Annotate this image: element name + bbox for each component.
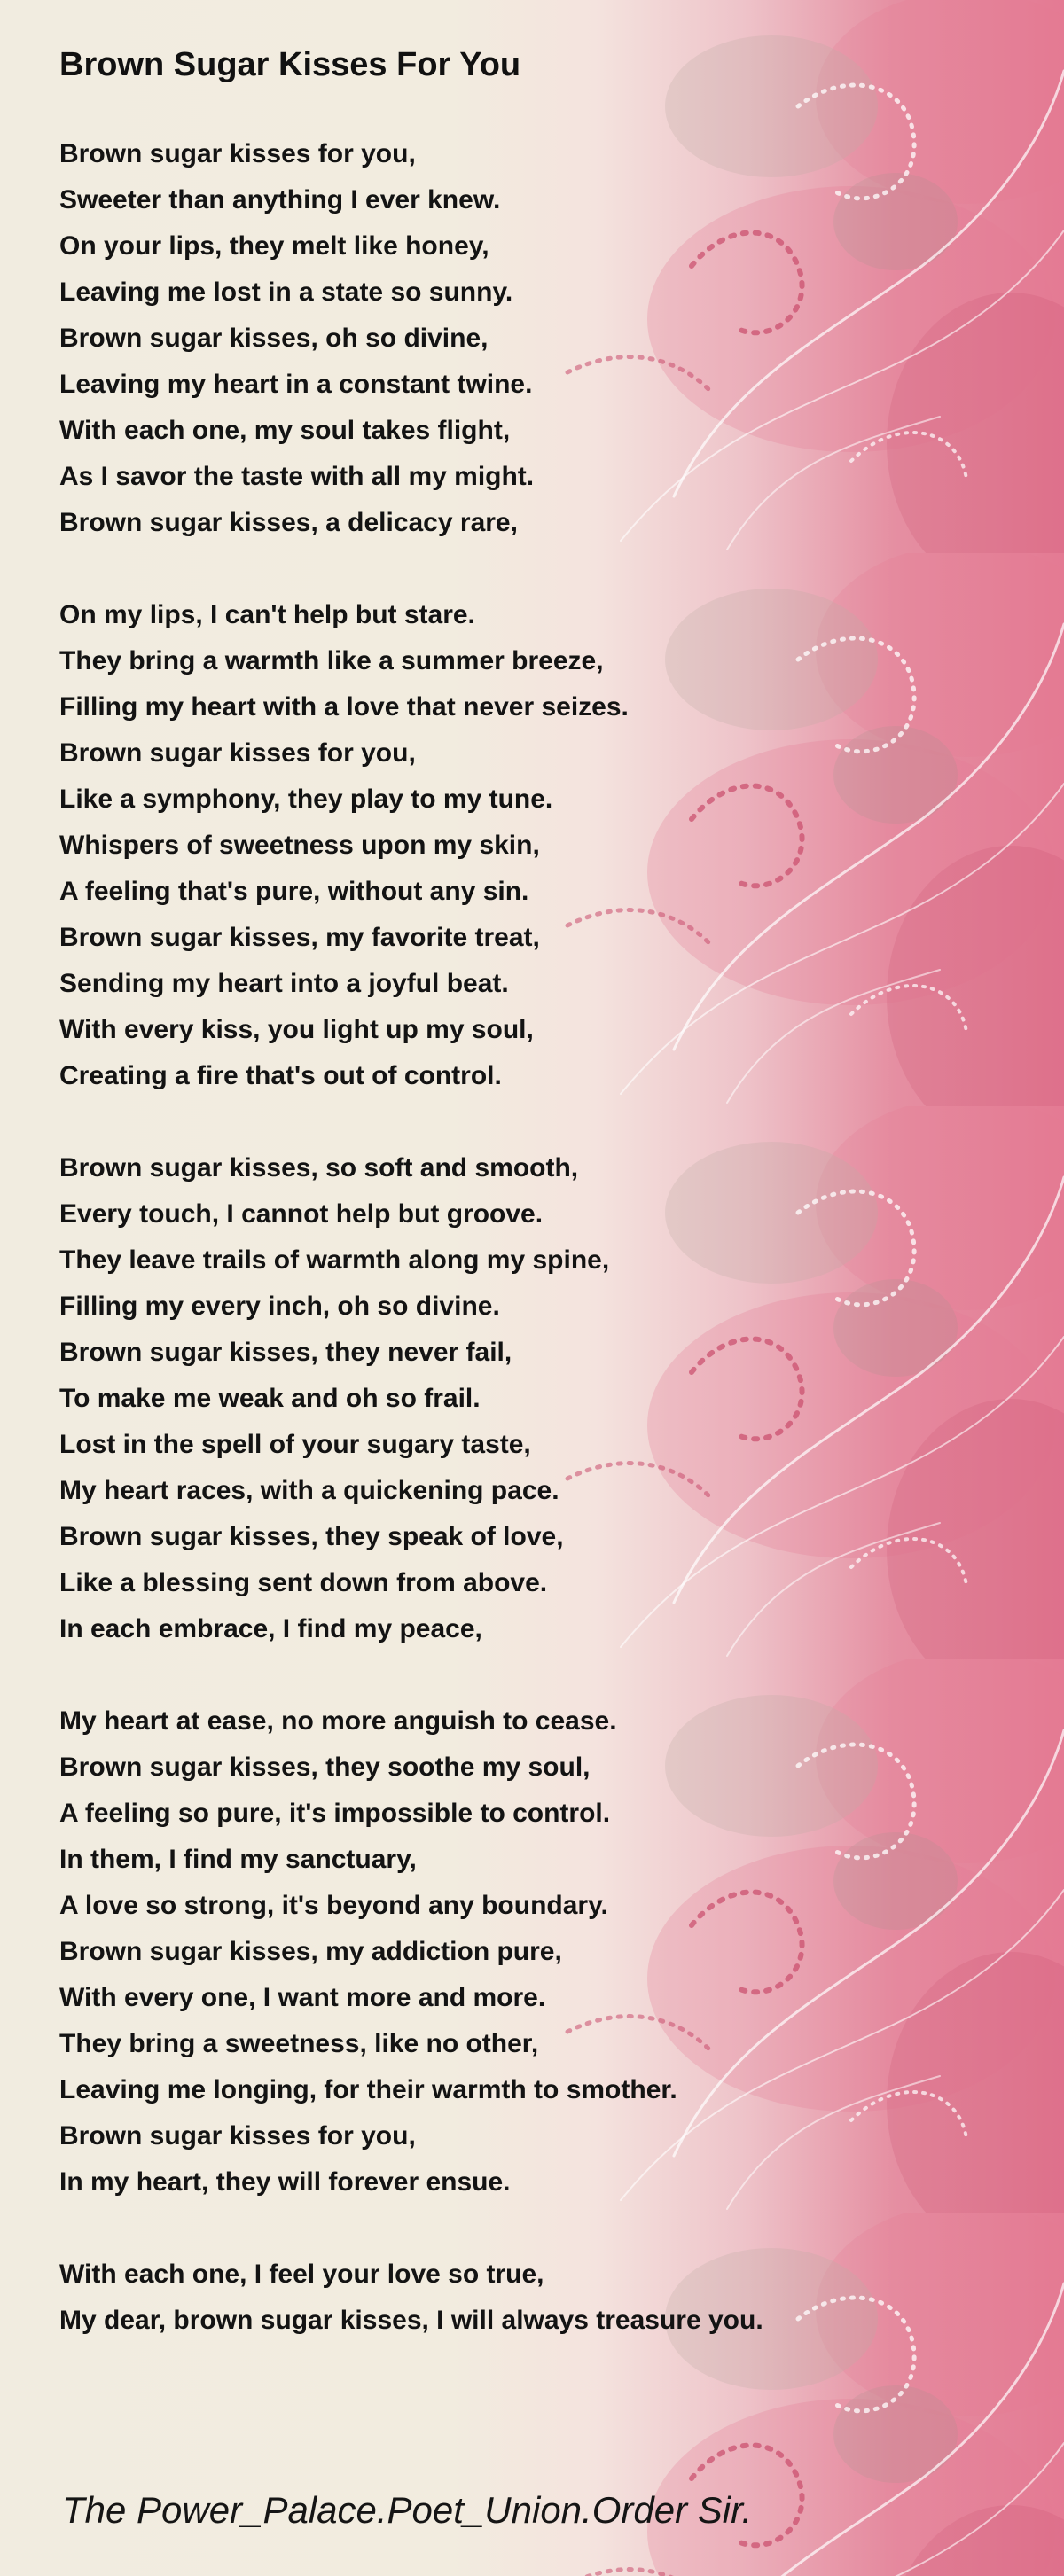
stanza-1 — [59, 131, 1017, 546]
poem-line: In each embrace, I find my peace, — [59, 1614, 482, 1643]
poem-line: Creating a fire that's out of control. — [59, 1061, 502, 1090]
poem-author: The Power_Palace.Poet_Union.Order Sir. — [62, 2489, 753, 2531]
stanza-2 — [59, 592, 1017, 1099]
poem-line: They leave trails of warmth along my spine, — [59, 1245, 610, 1275]
poem-line: Sweeter than anything I ever knew. — [59, 185, 501, 215]
poem-line: Brown sugar kisses, so soft and smooth, — [59, 1153, 579, 1183]
poem-line: On my lips, I can't help but stare. — [59, 600, 475, 629]
poem-line: Lost in the spell of your sugary taste, — [59, 1430, 531, 1459]
poem-line: A feeling that's pure, without any sin. — [59, 877, 529, 906]
poem-line: With each one, I feel your love so true, — [59, 2260, 544, 2289]
poem-line: Brown sugar kisses, my addiction pure, — [59, 1937, 562, 1966]
poem-line: Brown sugar kisses, they soothe my soul, — [59, 1752, 591, 1782]
poem-line: With every one, I want more and more. — [59, 1983, 546, 2012]
poem-line: Brown sugar kisses for you, — [59, 2121, 416, 2151]
poem-line: On your lips, they melt like honey, — [59, 231, 489, 261]
poem-line: With each one, my soul takes flight, — [59, 416, 511, 445]
poem-line: In them, I find my sanctuary, — [59, 1845, 417, 1874]
stanza-3 — [59, 1145, 1017, 1652]
poem-line: With every kiss, you light up my soul, — [59, 1015, 534, 1044]
poem-line: Brown sugar kisses, oh so divine, — [59, 324, 489, 353]
poem-line: Whispers of sweetness upon my skin, — [59, 831, 540, 860]
poem-title: Brown Sugar Kisses For You — [59, 46, 521, 83]
poem-line: Brown sugar kisses, a delicacy rare, — [59, 508, 518, 537]
poem-line: They bring a warmth like a summer breeze, — [59, 646, 604, 675]
poem-line: Every touch, I cannot help but groove. — [59, 1199, 544, 1229]
poem-line: Leaving me lost in a state so sunny. — [59, 277, 513, 307]
poem-line: Like a blessing sent down from above. — [59, 1568, 548, 1597]
stanza-5 — [59, 2252, 1017, 2344]
poem-line: To make me weak and oh so frail. — [59, 1384, 481, 1413]
poem-line: A love so strong, it's beyond any boundary. — [59, 1891, 608, 1920]
poem-line: As I savor the taste with all my might. — [59, 462, 535, 491]
poem-line: Brown sugar kisses, they speak of love, — [59, 1522, 564, 1551]
poem-line: They bring a sweetness, like no other, — [59, 2029, 539, 2058]
poem-line: Filling my heart with a love that never seizes. — [59, 692, 629, 722]
poem-line: A feeling so pure, it's impossible to control. — [59, 1799, 611, 1828]
poem-line: Brown sugar kisses, my favorite treat, — [59, 923, 540, 952]
poem-line: Like a symphony, they play to my tune. — [59, 785, 553, 814]
poem-line: Filling my every inch, oh so divine. — [59, 1292, 500, 1321]
poem-line: My heart at ease, no more anguish to cease. — [59, 1706, 617, 1736]
poem-line: Leaving me longing, for their warmth to smother. — [59, 2075, 677, 2104]
poem-line: In my heart, they will forever ensue. — [59, 2167, 511, 2197]
poem-line: Brown sugar kisses for you, — [59, 738, 416, 768]
poem-line: My dear, brown sugar kisses, I will always treasure you. — [59, 2306, 763, 2335]
poem-line: Brown sugar kisses for you, — [59, 139, 416, 168]
stanza-4 — [59, 1698, 1017, 2205]
poem-line: Brown sugar kisses, they never fail, — [59, 1338, 512, 1367]
poem-line: My heart races, with a quickening pace. — [59, 1476, 559, 1505]
poem-line: Leaving my heart in a constant twine. — [59, 370, 533, 399]
poem-line: Sending my heart into a joyful beat. — [59, 969, 509, 998]
